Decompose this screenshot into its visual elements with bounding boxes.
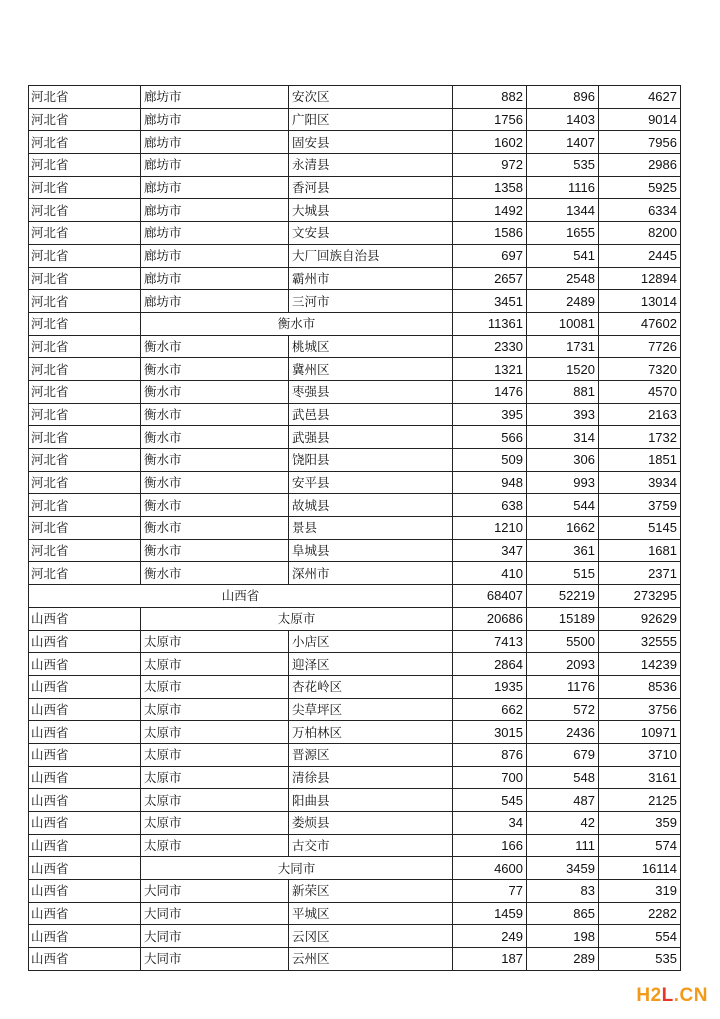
value-cell-1: 2330 — [453, 335, 527, 358]
value-cell-2: 314 — [527, 426, 599, 449]
province-cell: 河北省 — [29, 86, 141, 109]
value-cell-2: 393 — [527, 403, 599, 426]
province-cell: 山西省 — [29, 834, 141, 857]
county-cell: 新荣区 — [289, 880, 453, 903]
value-cell-2: 679 — [527, 743, 599, 766]
value-cell-2: 5500 — [527, 630, 599, 653]
province-cell: 河北省 — [29, 312, 141, 335]
value-cell-1: 2657 — [453, 267, 527, 290]
province-cell: 山西省 — [29, 630, 141, 653]
value-cell-1: 948 — [453, 471, 527, 494]
value-cell-1: 166 — [453, 834, 527, 857]
province-cell: 河北省 — [29, 108, 141, 131]
value-cell-1: 882 — [453, 86, 527, 109]
table-row — [29, 426, 681, 449]
value-cell-2: 42 — [527, 812, 599, 835]
province-cell: 河北省 — [29, 131, 141, 154]
county-cell: 迎泽区 — [289, 653, 453, 676]
city-cell: 廊坊市 — [141, 244, 289, 267]
city-cell: 大同市 — [141, 925, 289, 948]
province-cell: 河北省 — [29, 517, 141, 540]
value-cell-2: 896 — [527, 86, 599, 109]
province-cell: 山西省 — [29, 925, 141, 948]
value-cell-2: 865 — [527, 902, 599, 925]
province-cell: 河北省 — [29, 244, 141, 267]
value-cell-1: 876 — [453, 743, 527, 766]
value-cell-1: 187 — [453, 948, 527, 971]
value-cell-2: 306 — [527, 449, 599, 472]
county-cell: 枣强县 — [289, 380, 453, 403]
county-cell: 永清县 — [289, 154, 453, 177]
county-cell: 晋源区 — [289, 743, 453, 766]
value-cell-3: 7956 — [599, 131, 681, 154]
value-cell-3: 8200 — [599, 222, 681, 245]
county-cell: 阜城县 — [289, 539, 453, 562]
county-cell: 武邑县 — [289, 403, 453, 426]
table-row — [29, 494, 681, 517]
value-cell-3: 32555 — [599, 630, 681, 653]
city-cell: 太原市 — [141, 698, 289, 721]
city-cell: 衡水市 — [141, 380, 289, 403]
table-row — [29, 86, 681, 109]
province-cell: 山西省 — [29, 789, 141, 812]
province-cell: 河北省 — [29, 494, 141, 517]
county-cell: 尖草坪区 — [289, 698, 453, 721]
value-cell-2: 2436 — [527, 721, 599, 744]
value-cell-3: 3710 — [599, 743, 681, 766]
city-cell: 衡水市 — [141, 335, 289, 358]
value-cell-3: 554 — [599, 925, 681, 948]
value-cell-1: 68407 — [453, 585, 527, 608]
value-cell-1: 566 — [453, 426, 527, 449]
value-cell-3: 7320 — [599, 358, 681, 381]
province-cell: 山西省 — [29, 607, 141, 630]
value-cell-3: 8536 — [599, 675, 681, 698]
province-cell: 河北省 — [29, 426, 141, 449]
city-cell: 太原市 — [141, 834, 289, 857]
value-cell-3: 4627 — [599, 86, 681, 109]
value-cell-3: 2163 — [599, 403, 681, 426]
province-cell: 山西省 — [29, 653, 141, 676]
table-row — [29, 902, 681, 925]
value-cell-2: 198 — [527, 925, 599, 948]
value-cell-2: 2548 — [527, 267, 599, 290]
value-cell-3: 359 — [599, 812, 681, 835]
value-cell-3: 2445 — [599, 244, 681, 267]
county-cell: 阳曲县 — [289, 789, 453, 812]
city-subtotal-label: 太原市 — [141, 607, 453, 630]
county-cell: 杏花岭区 — [289, 675, 453, 698]
table-row — [29, 743, 681, 766]
city-cell: 廊坊市 — [141, 222, 289, 245]
value-cell-2: 1403 — [527, 108, 599, 131]
value-cell-3: 4570 — [599, 380, 681, 403]
city-cell: 廊坊市 — [141, 154, 289, 177]
table-row — [29, 222, 681, 245]
value-cell-1: 638 — [453, 494, 527, 517]
table-row — [29, 766, 681, 789]
value-cell-2: 1176 — [527, 675, 599, 698]
city-cell: 太原市 — [141, 675, 289, 698]
city-cell: 衡水市 — [141, 426, 289, 449]
table-row — [29, 630, 681, 653]
table-row — [29, 925, 681, 948]
province-cell: 山西省 — [29, 902, 141, 925]
site-watermark-logo: H2L.CN — [636, 985, 708, 1006]
table-row — [29, 539, 681, 562]
value-cell-2: 289 — [527, 948, 599, 971]
value-cell-2: 111 — [527, 834, 599, 857]
value-cell-2: 541 — [527, 244, 599, 267]
value-cell-1: 1586 — [453, 222, 527, 245]
value-cell-3: 1732 — [599, 426, 681, 449]
value-cell-1: 545 — [453, 789, 527, 812]
province-cell: 河北省 — [29, 176, 141, 199]
county-cell: 文安县 — [289, 222, 453, 245]
value-cell-1: 972 — [453, 154, 527, 177]
city-cell: 衡水市 — [141, 358, 289, 381]
value-cell-3: 2371 — [599, 562, 681, 585]
value-cell-1: 3015 — [453, 721, 527, 744]
value-cell-3: 2125 — [599, 789, 681, 812]
province-cell: 山西省 — [29, 743, 141, 766]
province-cell: 山西省 — [29, 721, 141, 744]
province-cell: 河北省 — [29, 290, 141, 313]
table-row — [29, 834, 681, 857]
county-cell: 清徐县 — [289, 766, 453, 789]
city-cell: 大同市 — [141, 948, 289, 971]
county-cell: 万柏林区 — [289, 721, 453, 744]
table-row — [29, 675, 681, 698]
county-cell: 大城县 — [289, 199, 453, 222]
value-cell-2: 881 — [527, 380, 599, 403]
value-cell-2: 3459 — [527, 857, 599, 880]
city-subtotal-row — [29, 607, 681, 630]
table-row — [29, 290, 681, 313]
value-cell-1: 7413 — [453, 630, 527, 653]
province-cell: 山西省 — [29, 948, 141, 971]
city-cell: 太原市 — [141, 789, 289, 812]
city-cell: 廊坊市 — [141, 131, 289, 154]
county-cell: 三河市 — [289, 290, 453, 313]
county-cell: 冀州区 — [289, 358, 453, 381]
value-cell-3: 1851 — [599, 449, 681, 472]
value-cell-2: 2093 — [527, 653, 599, 676]
table-row — [29, 176, 681, 199]
county-cell: 小店区 — [289, 630, 453, 653]
city-cell: 廊坊市 — [141, 290, 289, 313]
county-cell: 大厂回族自治县 — [289, 244, 453, 267]
county-cell: 故城县 — [289, 494, 453, 517]
value-cell-1: 20686 — [453, 607, 527, 630]
city-cell: 太原市 — [141, 721, 289, 744]
table-row — [29, 789, 681, 812]
table-row — [29, 244, 681, 267]
county-cell: 云冈区 — [289, 925, 453, 948]
city-cell: 廊坊市 — [141, 267, 289, 290]
value-cell-3: 574 — [599, 834, 681, 857]
city-subtotal-row — [29, 312, 681, 335]
value-cell-1: 77 — [453, 880, 527, 903]
table-row — [29, 335, 681, 358]
province-cell: 山西省 — [29, 698, 141, 721]
value-cell-1: 4600 — [453, 857, 527, 880]
value-cell-3: 3161 — [599, 766, 681, 789]
county-cell: 广阳区 — [289, 108, 453, 131]
value-cell-3: 10971 — [599, 721, 681, 744]
city-subtotal-label: 衡水市 — [141, 312, 453, 335]
value-cell-2: 544 — [527, 494, 599, 517]
province-cell: 河北省 — [29, 358, 141, 381]
value-cell-1: 1476 — [453, 380, 527, 403]
city-cell: 廊坊市 — [141, 176, 289, 199]
table-row — [29, 948, 681, 971]
value-cell-1: 1358 — [453, 176, 527, 199]
value-cell-3: 5145 — [599, 517, 681, 540]
value-cell-1: 249 — [453, 925, 527, 948]
value-cell-2: 1520 — [527, 358, 599, 381]
value-cell-1: 1210 — [453, 517, 527, 540]
value-cell-3: 2282 — [599, 902, 681, 925]
county-cell: 平城区 — [289, 902, 453, 925]
value-cell-1: 2864 — [453, 653, 527, 676]
table-row — [29, 154, 681, 177]
city-cell: 衡水市 — [141, 562, 289, 585]
county-cell: 霸州市 — [289, 267, 453, 290]
county-cell: 古交市 — [289, 834, 453, 857]
value-cell-2: 1655 — [527, 222, 599, 245]
table-row — [29, 403, 681, 426]
city-cell: 太原市 — [141, 743, 289, 766]
province-cell: 山西省 — [29, 880, 141, 903]
table-body — [29, 86, 681, 971]
county-cell: 深州市 — [289, 562, 453, 585]
value-cell-3: 3756 — [599, 698, 681, 721]
city-cell: 太原市 — [141, 630, 289, 653]
city-cell: 衡水市 — [141, 517, 289, 540]
value-cell-1: 11361 — [453, 312, 527, 335]
county-cell: 景县 — [289, 517, 453, 540]
value-cell-3: 535 — [599, 948, 681, 971]
value-cell-1: 410 — [453, 562, 527, 585]
city-cell: 廊坊市 — [141, 199, 289, 222]
value-cell-1: 3451 — [453, 290, 527, 313]
province-total-label: 山西省 — [29, 585, 453, 608]
value-cell-1: 697 — [453, 244, 527, 267]
value-cell-3: 3934 — [599, 471, 681, 494]
value-cell-3: 7726 — [599, 335, 681, 358]
city-cell: 太原市 — [141, 653, 289, 676]
province-cell: 河北省 — [29, 449, 141, 472]
city-cell: 大同市 — [141, 902, 289, 925]
province-total-row — [29, 585, 681, 608]
value-cell-1: 347 — [453, 539, 527, 562]
county-cell: 安平县 — [289, 471, 453, 494]
province-cell: 河北省 — [29, 222, 141, 245]
county-cell: 武强县 — [289, 426, 453, 449]
table-row — [29, 880, 681, 903]
value-cell-2: 1407 — [527, 131, 599, 154]
statistics-table — [28, 85, 681, 971]
value-cell-3: 14239 — [599, 653, 681, 676]
value-cell-3: 3759 — [599, 494, 681, 517]
value-cell-2: 52219 — [527, 585, 599, 608]
city-subtotal-label: 大同市 — [141, 857, 453, 880]
province-cell: 河北省 — [29, 267, 141, 290]
value-cell-2: 1662 — [527, 517, 599, 540]
city-cell: 廊坊市 — [141, 108, 289, 131]
value-cell-1: 1459 — [453, 902, 527, 925]
county-cell: 云州区 — [289, 948, 453, 971]
value-cell-3: 12894 — [599, 267, 681, 290]
table-row — [29, 698, 681, 721]
province-cell: 河北省 — [29, 380, 141, 403]
province-cell: 河北省 — [29, 154, 141, 177]
county-cell: 固安县 — [289, 131, 453, 154]
table-row — [29, 380, 681, 403]
province-cell: 山西省 — [29, 675, 141, 698]
table-row — [29, 267, 681, 290]
value-cell-1: 509 — [453, 449, 527, 472]
province-cell: 山西省 — [29, 857, 141, 880]
table-row — [29, 108, 681, 131]
value-cell-1: 1492 — [453, 199, 527, 222]
city-cell: 衡水市 — [141, 449, 289, 472]
county-cell: 安次区 — [289, 86, 453, 109]
value-cell-2: 2489 — [527, 290, 599, 313]
value-cell-3: 2986 — [599, 154, 681, 177]
value-cell-1: 662 — [453, 698, 527, 721]
table-row — [29, 131, 681, 154]
value-cell-1: 395 — [453, 403, 527, 426]
table-row — [29, 812, 681, 835]
table-row — [29, 449, 681, 472]
value-cell-2: 548 — [527, 766, 599, 789]
province-cell: 河北省 — [29, 335, 141, 358]
city-cell: 衡水市 — [141, 494, 289, 517]
province-cell: 河北省 — [29, 562, 141, 585]
city-cell: 太原市 — [141, 812, 289, 835]
value-cell-2: 1116 — [527, 176, 599, 199]
city-cell: 衡水市 — [141, 403, 289, 426]
value-cell-2: 1344 — [527, 199, 599, 222]
value-cell-3: 273295 — [599, 585, 681, 608]
value-cell-1: 1756 — [453, 108, 527, 131]
city-subtotal-row — [29, 857, 681, 880]
value-cell-3: 47602 — [599, 312, 681, 335]
table-row — [29, 653, 681, 676]
value-cell-2: 10081 — [527, 312, 599, 335]
county-cell: 香河县 — [289, 176, 453, 199]
value-cell-2: 1731 — [527, 335, 599, 358]
value-cell-2: 572 — [527, 698, 599, 721]
table-row — [29, 517, 681, 540]
table-row — [29, 199, 681, 222]
value-cell-3: 5925 — [599, 176, 681, 199]
value-cell-3: 9014 — [599, 108, 681, 131]
value-cell-2: 535 — [527, 154, 599, 177]
county-cell: 桃城区 — [289, 335, 453, 358]
table-row — [29, 721, 681, 744]
value-cell-1: 1602 — [453, 131, 527, 154]
value-cell-3: 1681 — [599, 539, 681, 562]
value-cell-1: 1321 — [453, 358, 527, 381]
county-cell: 娄烦县 — [289, 812, 453, 835]
table-row — [29, 562, 681, 585]
province-cell: 河北省 — [29, 199, 141, 222]
value-cell-2: 83 — [527, 880, 599, 903]
value-cell-2: 15189 — [527, 607, 599, 630]
city-cell: 衡水市 — [141, 471, 289, 494]
value-cell-1: 700 — [453, 766, 527, 789]
value-cell-1: 34 — [453, 812, 527, 835]
city-cell: 廊坊市 — [141, 86, 289, 109]
value-cell-3: 13014 — [599, 290, 681, 313]
province-cell: 河北省 — [29, 539, 141, 562]
value-cell-1: 1935 — [453, 675, 527, 698]
value-cell-3: 6334 — [599, 199, 681, 222]
value-cell-3: 16114 — [599, 857, 681, 880]
table-row — [29, 471, 681, 494]
value-cell-2: 487 — [527, 789, 599, 812]
province-cell: 山西省 — [29, 766, 141, 789]
province-cell: 河北省 — [29, 403, 141, 426]
table-row — [29, 358, 681, 381]
value-cell-2: 361 — [527, 539, 599, 562]
city-cell: 太原市 — [141, 766, 289, 789]
city-cell: 大同市 — [141, 880, 289, 903]
province-cell: 山西省 — [29, 812, 141, 835]
county-cell: 饶阳县 — [289, 449, 453, 472]
province-cell: 河北省 — [29, 471, 141, 494]
city-cell: 衡水市 — [141, 539, 289, 562]
value-cell-3: 92629 — [599, 607, 681, 630]
value-cell-2: 993 — [527, 471, 599, 494]
value-cell-2: 515 — [527, 562, 599, 585]
value-cell-3: 319 — [599, 880, 681, 903]
